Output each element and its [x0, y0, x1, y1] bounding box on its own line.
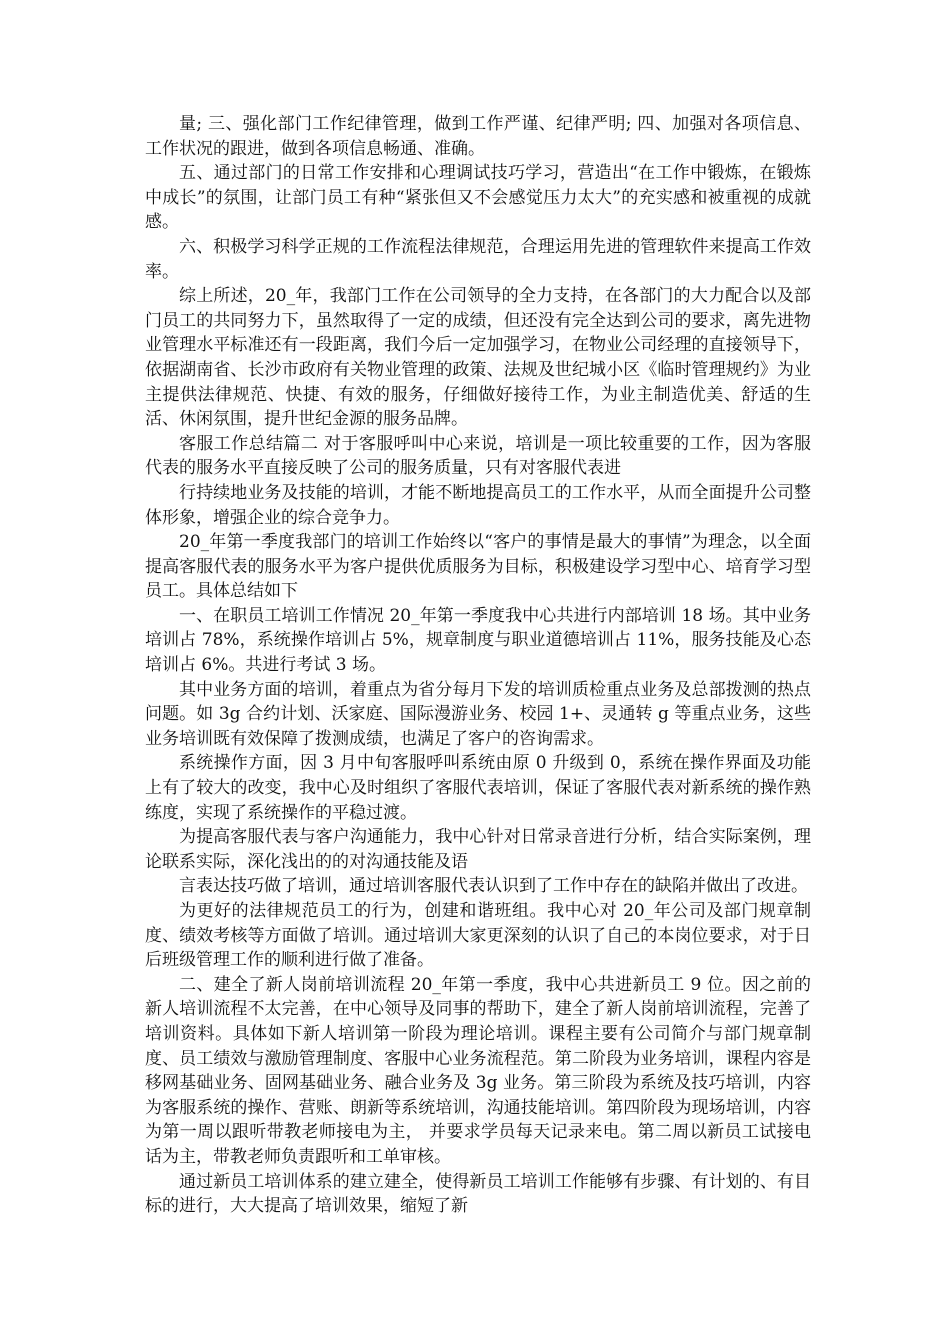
paragraph: 20_年第一季度我部门的培训工作始终以“客户的事情是最大的事情”为理念，以全面提高客服代表的服务水平为客户提供优质服务为目标，积极建设学习型中心、培育学习型员工。具体总结如下: [145, 532, 811, 602]
paragraph: 其中业务方面的培训，着重点为省分每月下发的培训质检重点业务及总部拨测的热点问题。如 3g 合约计划、沃家庭、国际漫游业务、校园 1+、灵通转 g 等重点业务，这些业务培训既有效保障了拨测成绩，也满足了客户的咨询需求。: [145, 679, 811, 749]
paragraph: 为更好的法律规范员工的行为，创建和谐班组。我中心对 20_年公司及部门规章制度、绩效考核等方面做了培训。通过培训大家更深刻的认识了自己的本岗位要求，对于日后班级管理工作的顺利进行做了准备。: [145, 901, 811, 971]
document-page: [145, 112, 811, 1219]
paragraph: 客服工作总结篇二 对于客服呼叫中心来说，培训是一项比较重要的工作，因为客服代表的服务水平直接反映了公司的服务质量，只有对客服代表进: [145, 433, 811, 479]
paragraph: 言表达技巧做了培训，通过培训客服代表认识到了工作中存在的缺陷并做出了改进。: [179, 876, 808, 897]
paragraph: 量; 三、强化部门工作纪律管理，做到工作严谨、纪律严明; 四、加强对各项信息、工作状况的跟进，做到各项信息畅通、准确。: [145, 114, 811, 159]
paragraph: 五、通过部门的日常工作安排和心理调试技巧学习，营造出“在工作中锻炼，在锻炼中成长”的氛围，让部门员工有种“紧张但又不会感觉压力太大”的充实感和被重视的成就感。: [145, 163, 811, 233]
paragraph: 系统操作方面，因 3 月中旬客服呼叫系统由原 0 升级到 0，系统在操作界面及功能上有了较大的改变，我中心及时组织了客服代表培训，保证了客服代表对新系统的操作熟练度，实现了系统操作的平稳过渡。: [145, 753, 811, 823]
paragraph: 为提高客服代表与客户沟通能力，我中心针对日常录音进行分析，结合实际案例，理论联系实际，深化浅出的的对沟通技能及语: [145, 827, 811, 872]
paragraph: 一、在职员工培训工作情况 20_年第一季度我中心共进行内部培训 18 场。其中业务培训占 78%，系统操作培训占 5%，规章制度与职业道德培训占 11%，服务技能及心态培训占 6%。共进行考试 3 场。: [145, 605, 811, 676]
paragraph: 二、建全了新人岗前培训流程 20_年第一季度，我中心共进新员工 9 位。因之前的新人培训流程不太完善，在中心领导及同事的帮助下，建全了新人岗前培训流程，完善了培训资料。具体如下新人培训第一阶段为理论培训。课程主要有公司简介与部门规章制度、员工绩效与激励管理制度、客服中心业务流程范。第二阶段为业务培训，课程内容是移网基础业务、固网基础业务、融合业务及 3g 业务。第三阶段为系统及技巧培训，内容为客服系统的操作、营账、朗新等系统培训，沟通技能培训。第四阶段为现场培训，内容为第一周以跟听带教老师接电为主， 并要求学员每天记录来电。第二周以新员工试接电话为主，带教老师负责跟听和工单审核。: [145, 974, 811, 1167]
paragraph: 综上所述，20_年，我部门工作在公司领导的全力支持，在各部门的大力配合以及部门员工的共同努力下，虽然取得了一定的成绩，但还没有完全达到公司的要求，离先进物业管理水平标准还有一段距离，我们今后一定加强学习，在物业公司经理的直接领导下，依据湖南省、长沙市政府有关物业管理的政策、法规及世纪城小区《临时管理规约》为业主提供法律规范、快捷、有效的服务，仔细做好接待工作，为业主制造优美、舒适的生活、休闲氛围，提升世纪金源的服务品牌。: [145, 286, 811, 430]
paragraph: 通过新员工培训体系的建立建全，使得新员工培训工作能够有步骤、有计划的、有目标的进行，大大提高了培训效果，缩短了新: [145, 1171, 811, 1217]
paragraph: 六、积极学习科学正规的工作流程法律规范，合理运用先进的管理软件来提高工作效率。: [145, 236, 811, 282]
paragraph: 行持续地业务及技能的培训，才能不断地提高员工的工作水平，从而全面提升公司整体形象，增强企业的综合竞争力。: [145, 482, 811, 528]
